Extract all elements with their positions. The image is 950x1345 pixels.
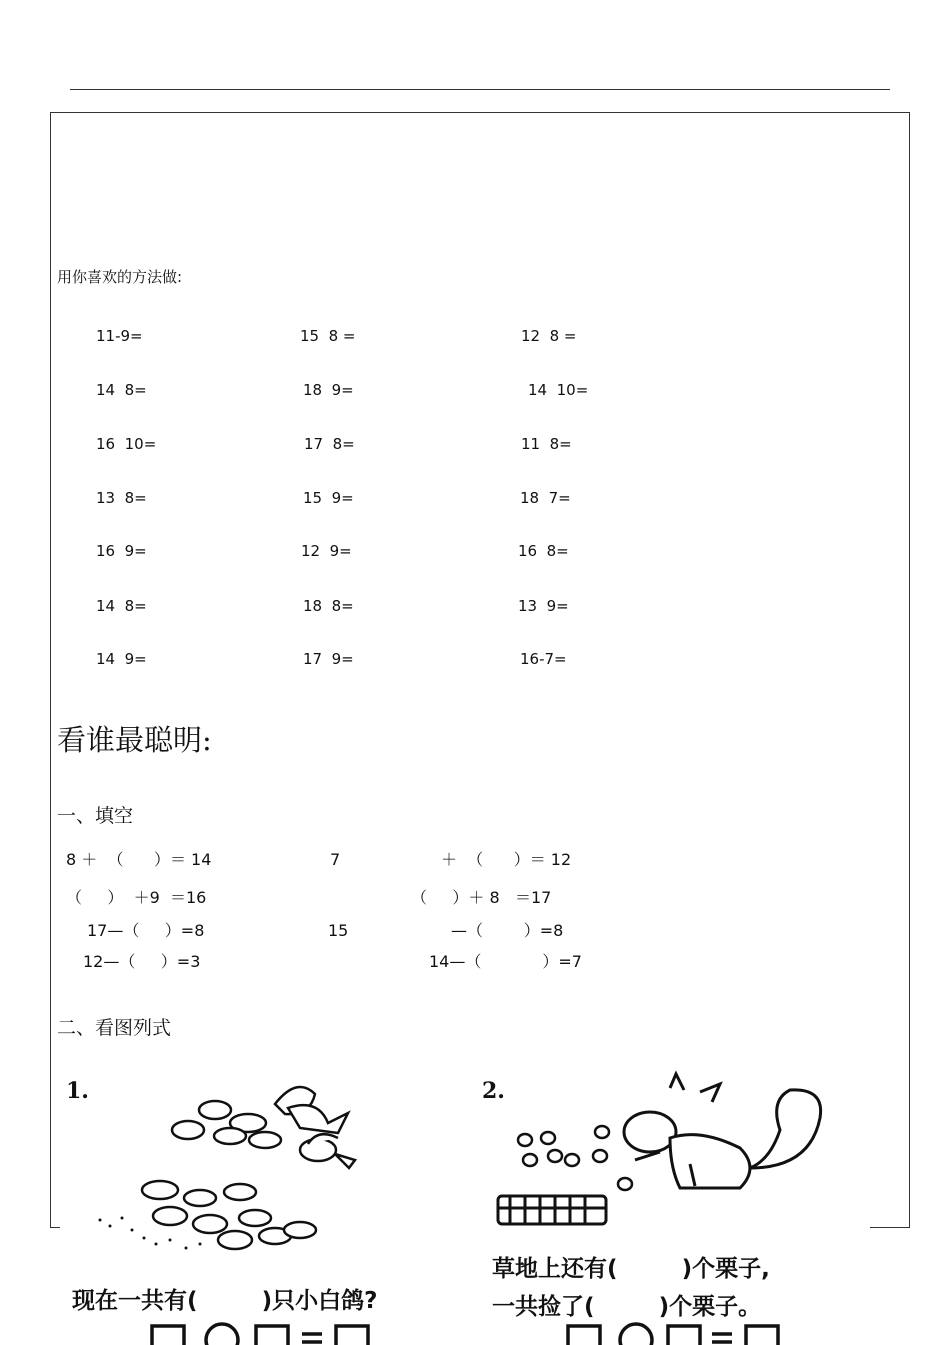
- exercise-item: 14 8=: [96, 597, 147, 615]
- exercise-item: 18 8=: [303, 597, 354, 615]
- exercise-item: 13 9=: [518, 597, 569, 615]
- problem-2-number: 2.: [482, 1078, 505, 1104]
- exercise-item: 16-7=: [520, 650, 567, 668]
- squirrel-icon: [624, 1074, 821, 1188]
- problem-1-question: 现在一共有( )只小白鸽?: [72, 1288, 378, 1314]
- fill-blank-item: （ ）＋ 8 ＝17: [411, 888, 552, 907]
- fill-blank-item: 14—（ ）=7: [429, 952, 582, 971]
- problem-2-line1: 草地上还有( )个栗子,: [492, 1256, 770, 1282]
- section-title: 看谁最聪明:: [57, 723, 212, 757]
- exercise-item: 15 8 =: [300, 327, 356, 345]
- exercise-item: 18 7=: [520, 489, 571, 507]
- basket-icon: [498, 1196, 606, 1224]
- exercise-item: 16 8=: [518, 542, 569, 560]
- exercise-item: 12 9=: [301, 542, 352, 560]
- exercise-item: 16 9=: [96, 542, 147, 560]
- part1-heading: 一、填空: [57, 805, 134, 827]
- fill-blank-item: 8 ＋ （ ）＝ 14: [66, 850, 212, 869]
- equation-boxes-2: [568, 1324, 778, 1345]
- exercise-item: 18 9=: [303, 381, 354, 399]
- problem-2-line2: 一共捡了( )个栗子。: [492, 1294, 762, 1320]
- fill-blank-item: 15: [328, 921, 349, 940]
- problem-1-number: 1.: [66, 1078, 89, 1104]
- exercise-item: 17 8=: [304, 435, 355, 453]
- part2-heading: 二、看图列式: [57, 1017, 172, 1039]
- equation-boxes-1: [152, 1324, 368, 1345]
- ground-dots: [99, 1217, 202, 1250]
- ground-doves-icon: [142, 1181, 316, 1249]
- fill-blank-item: —（ ）=8: [451, 921, 564, 940]
- instruction-text: 用你喜欢的方法做:: [57, 268, 183, 286]
- flying-doves-icon: [172, 1087, 355, 1168]
- exercise-item: 16 10=: [96, 435, 157, 453]
- exercise-item: 14 10=: [528, 381, 589, 399]
- fill-blank-item: ＋ （ ）＝ 12: [441, 850, 572, 869]
- exercise-item: 13 8=: [96, 489, 147, 507]
- exercise-item: 15 9=: [303, 489, 354, 507]
- exercise-item: 14 8=: [96, 381, 147, 399]
- fill-blank-item: 7: [330, 850, 341, 869]
- exercise-item: 11 8=: [521, 435, 572, 453]
- exercise-item: 14 9=: [96, 650, 147, 668]
- picture-problems: [60, 1068, 870, 1345]
- exercise-item: 11-9=: [96, 327, 143, 345]
- fill-blank-item: 17—（ ）=8: [87, 921, 205, 940]
- exercise-item: 12 8 =: [521, 327, 577, 345]
- fill-blank-item: 12—（ ）=3: [83, 952, 201, 971]
- exercise-item: 17 9=: [303, 650, 354, 668]
- fill-blank-item: （ ） ＋9 ＝16: [66, 888, 207, 907]
- chestnuts-icon: [518, 1126, 632, 1190]
- header-rule: [70, 89, 890, 90]
